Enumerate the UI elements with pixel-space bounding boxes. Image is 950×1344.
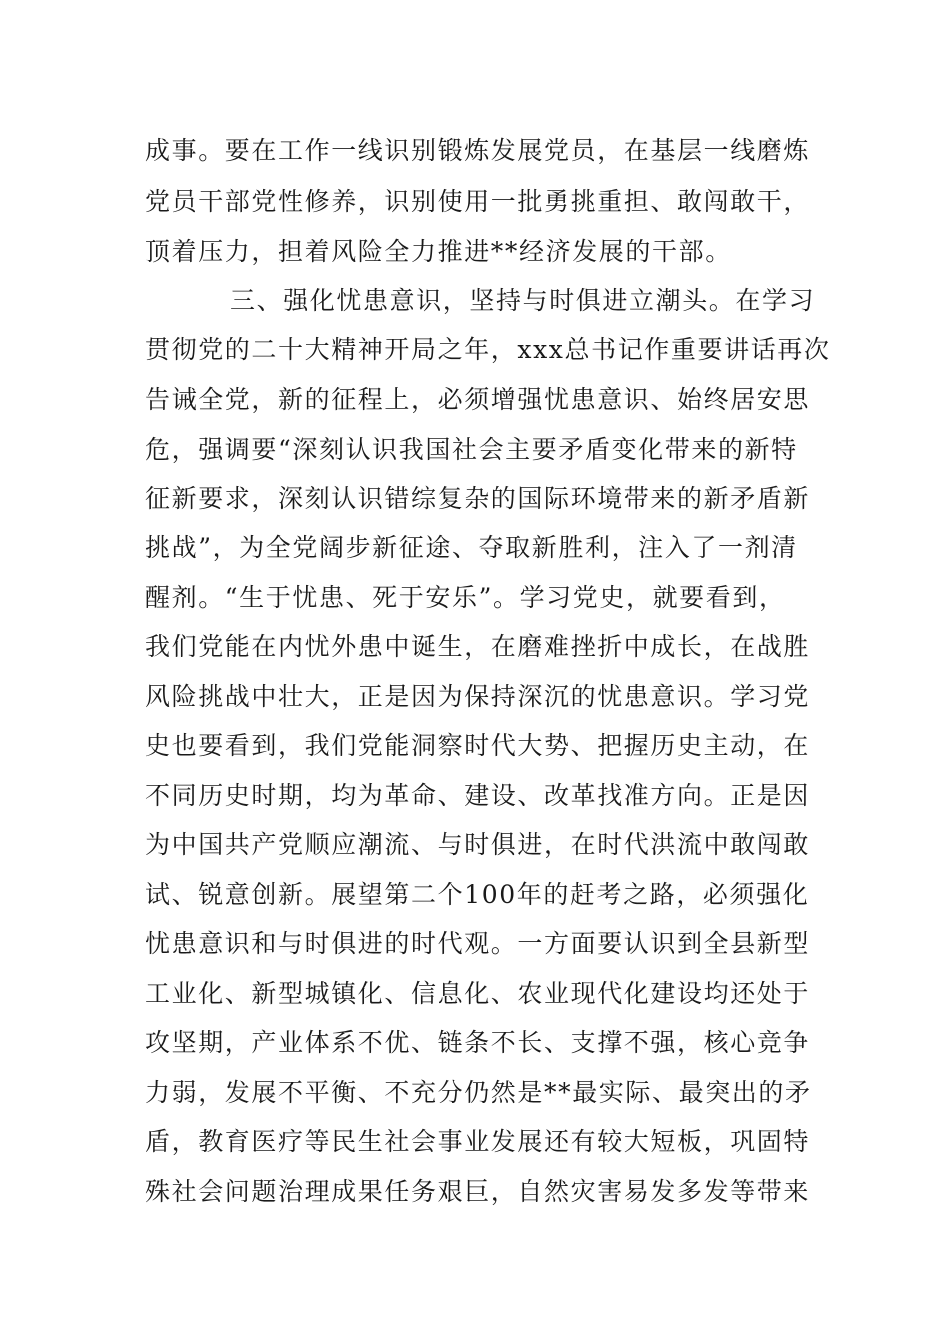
text-line: 工业化、新型城镇化、信息化、农业现代化建设均还处于: [145, 979, 811, 1008]
text-line: 盾，教育医疗等民生社会事业发展还有较大短板，巩固特: [145, 1127, 811, 1156]
text-line: 告诫全党，新的征程上，必须增强忧患意识、始终居安思: [145, 385, 811, 414]
text-line: 为中国共产党顺应潮流、与时俱进，在时代洪流中敢闯敢: [145, 830, 811, 859]
text-line: 危，强调要“深刻认识我国社会主要矛盾变化带来的新特: [145, 435, 798, 464]
text-line: 贯彻党的二十大精神开局之年，xxx总书记作重要讲话再次: [145, 335, 831, 364]
text-line: 力弱，发展不平衡、不充分仍然是**最实际、最突出的矛: [145, 1078, 812, 1107]
text-line: 攻坚期，产业体系不优、链条不长、支撑不强，核心竞争: [145, 1028, 811, 1057]
text-line: 我们党能在内忧外患中诞生，在磨难挫折中成长，在战胜: [145, 632, 811, 661]
text-line: 试、锐意创新。展望第二个100年的赶考之路，必须强化: [145, 880, 810, 909]
text-line: 忧患意识和与时俱进的时代观。一方面要认识到全县新型: [145, 929, 811, 958]
text-line: 风险挑战中壮大，正是因为保持深沉的忧患意识。学习党: [145, 682, 811, 711]
text-line: 党员干部党性修养，识别使用一批勇挑重担、敢闯敢干，: [145, 187, 811, 216]
text-line: 史也要看到，我们党能洞察时代大势、把握历史主动，在: [145, 731, 811, 760]
text-line: 顶着压力，担着风险全力推进**经济发展的干部。: [145, 237, 732, 266]
text-line: 成事。要在工作一线识别锻炼发展党员，在基层一线磨炼: [145, 136, 811, 165]
text-line: 征新要求，深刻认识错综复杂的国际环境带来的新矛盾新: [145, 484, 811, 513]
text-line: 醒剂。“生于忧患、死于安乐”。学习党史，就要看到，: [145, 583, 786, 612]
text-line: 挑战”，为全党阔步新征途、夺取新胜利，注入了一剂清: [145, 533, 798, 562]
paragraph-heading-line: 三、强化忧患意识，坚持与时俱进立潮头。在学习: [230, 286, 816, 315]
text-line: 不同历史时期，均为革命、建设、改革找准方向。正是因: [145, 781, 811, 810]
text-line: 殊社会问题治理成果任务艰巨，自然灾害易发多发等带来: [145, 1177, 811, 1206]
